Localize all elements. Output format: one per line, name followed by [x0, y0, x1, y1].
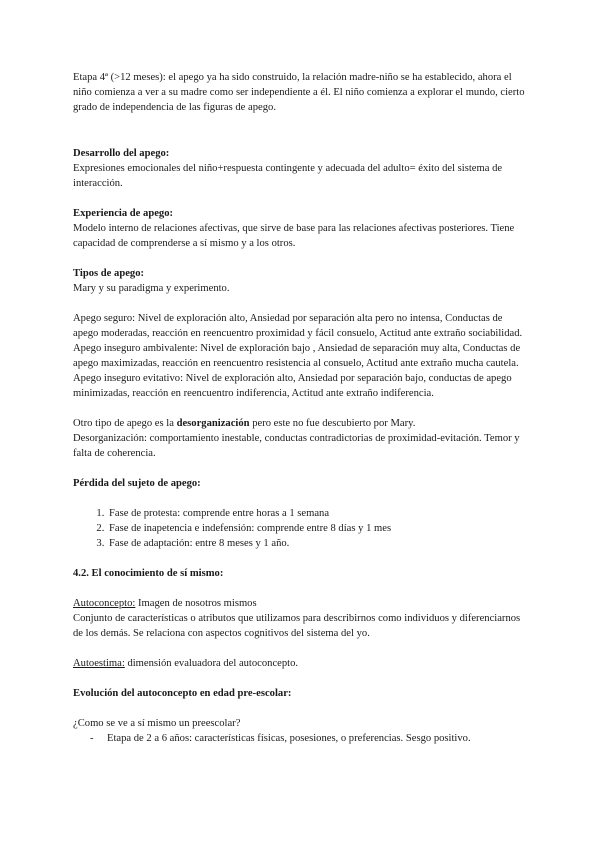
list-item: 1. Fase de protesta: comprende entre horas a 1 semana	[107, 506, 528, 521]
phases-list	[73, 506, 528, 551]
experiencia-heading: Experiencia de apego:	[73, 208, 174, 219]
evolucion-question: ¿Como se ve a sí mismo un preescolar?	[73, 718, 241, 729]
document-page	[73, 70, 528, 746]
perdida-heading: Pérdida del sujeto de apego:	[73, 478, 201, 489]
otro-tipo-text	[73, 416, 528, 431]
tipos-intro: Mary y su paradigma y experimento.	[73, 283, 230, 294]
desorganizacion-term: desorganización	[176, 418, 250, 429]
apego-ambivalente-text: Apego inseguro ambivalente: Nivel de exploración bajo , Ansiedad de separación muy alta, Conductas de apego maximizadas, reacción en reencuentro resistencia al consuelo, Actitud ante extraño mucha cautela.	[73, 343, 521, 369]
evolucion-heading: Evolución del autoconcepto en edad pre-escolar:	[73, 688, 292, 699]
evolucion-list	[73, 731, 528, 746]
autoconcepto-line	[73, 596, 528, 611]
tipos-heading: Tipos de apego:	[73, 268, 145, 279]
conocimiento-heading: 4.2. El conocimiento de sí mismo:	[73, 568, 224, 579]
list-item: 2. Fase de inapetencia e indefensión: comprende entre 8 días y 1 mes	[107, 521, 528, 536]
dash-bullet: -	[90, 733, 94, 744]
otro-tipo-post: pero este no fue descubierto por Mary.	[249, 418, 416, 429]
experiencia-text: Modelo interno de relaciones afectivas, que sirve de base para las relaciones afectivas posteriores. Tiene capacidad de comprenderse a sí mismo y a los otros.	[73, 223, 515, 249]
evolucion-item-text: Etapa de 2 a 6 años: características físicas, posesiones, o preferencias. Sesgo positivo.	[107, 733, 471, 744]
autoconcepto-desc: Conjunto de características o atributos que utilizamos para describirnos como individuos y diferenciarnos de los demás. Se relaciona con aspectos cognitivos del sistema del yo.	[73, 613, 521, 639]
autoestima-line	[73, 656, 528, 671]
desarrollo-heading: Desarrollo del apego:	[73, 148, 170, 159]
autoconcepto-text: Imagen de nosotros mismos	[135, 598, 257, 609]
desarrollo-text: Expresiones emocionales del niño+respuesta contingente y adecuada del adulto= éxito del sistema de interacción.	[73, 163, 503, 189]
etapa4-paragraph: Etapa 4ª (>12 meses): el apego ya ha sido construido, la relación madre-niño se ha establecido, ahora el niño comienza a ver a su madre como ser independiente a él. El niño comienza a explorar el mundo, cierto grado de independencia de las figuras de apego.	[73, 72, 525, 113]
list-item	[73, 731, 528, 746]
autoestima-text: dimensión evaluadora del autoconcepto.	[124, 658, 299, 669]
apego-seguro-text: Apego seguro: Nivel de exploración alto, Ansiedad por separación alta pero no intensa, Conductas de apego moderadas, reacción en reencuentro proximidad y fácil consuelo, Actitud ante extraño sociabilidad.	[73, 313, 523, 339]
desorganizacion-text: Desorganización: comportamiento inestable, conductas contradictorias de proximidad-evitación. Temor y falta de coherencia.	[73, 433, 520, 459]
autoconcepto-label: Autoconcepto:	[73, 598, 136, 609]
autoestima-label: Autoestima:	[73, 658, 125, 669]
list-item: 3. Fase de adaptación: entre 8 meses y 1 año.	[107, 536, 528, 551]
otro-tipo-pre: Otro tipo de apego es la	[73, 418, 177, 429]
apego-evitativo-text: Apego inseguro evitativo: Nivel de exploración alto, Ansiedad por separación bajo, conductas de apego minimizadas, reacción en reencuentro indiferencia, Actitud ante extraño indiferencia.	[73, 373, 512, 399]
